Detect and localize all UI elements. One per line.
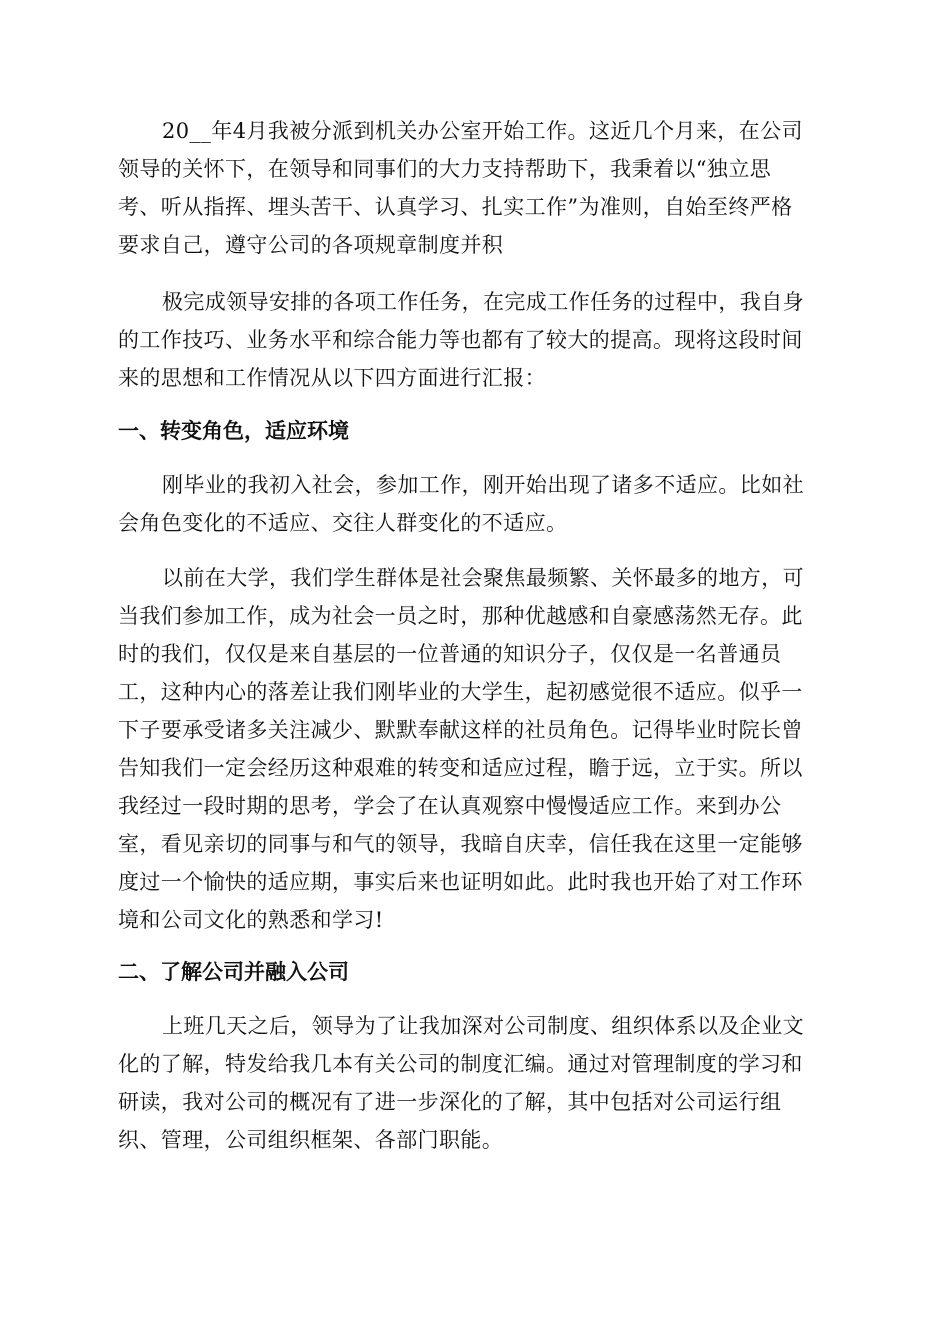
paragraph-line: 告知我们一定会经历这种艰难的转变和适应过程，瞻于远，立于实。所以 bbox=[118, 756, 803, 780]
paragraph-line: 上班几天之后，领导为了让我加深对公司制度、组织体系以及企业文 bbox=[162, 1014, 804, 1038]
paragraph-line: 来的思想和工作情况从以下四方面进行汇报： bbox=[118, 366, 546, 390]
paragraph-line: 领导的关怀下，在领导和同事们的大力支持帮助下，我秉着以“独立思 bbox=[118, 157, 772, 181]
paragraph-line: 工，这种内心的落差让我们刚毕业的大学生，起初感觉很不适应。似乎一 bbox=[118, 680, 803, 704]
paragraph-line: 研读，我对公司的概况有了进一步深化的了解，其中包括对公司运行组 bbox=[118, 1090, 782, 1114]
paragraph-line: 当我们参加工作，成为社会一员之时，那种优越感和自豪感荡然无存。此 bbox=[118, 604, 803, 628]
section-heading-2: 二、了解公司并融入公司 bbox=[118, 960, 349, 984]
paragraph-line: 下子要承受诸多关注减少、默默奉献这样的社员角色。记得毕业时院长曾 bbox=[118, 718, 803, 742]
paragraph-line: 20__年4月我被分派到机关办公室开始工作。这近几个月来，在公司 bbox=[162, 119, 803, 143]
paragraph-line: 刚毕业的我初入社会，参加工作，刚开始出现了诸多不适应。比如社 bbox=[162, 473, 804, 497]
paragraph-line: 要求自己，遵守公司的各项规章制度并积 bbox=[118, 233, 504, 257]
paragraph-section-2 bbox=[118, 1007, 833, 1159]
paragraph-intro bbox=[118, 112, 833, 264]
section-heading-1: 一、转变角色，适应环境 bbox=[118, 419, 349, 443]
paragraph-line: 考、听从指挥、埋头苦干、认真学习、扎实工作”为准则，自始至终严格 bbox=[118, 195, 793, 219]
paragraph-line: 织、管理，公司组织框架、各部门职能。 bbox=[118, 1128, 504, 1152]
paragraph-intro-continued bbox=[118, 283, 833, 397]
paragraph-line: 会角色变化的不适应、交往人群变化的不适应。 bbox=[118, 511, 568, 535]
paragraph-line: 境和公司文化的熟悉和学习! bbox=[118, 908, 384, 932]
paragraph-line: 时的我们，仅仅是来自基层的一位普通的知识分子，仅仅是一名普通员 bbox=[118, 642, 782, 666]
paragraph-section-1a bbox=[118, 466, 833, 542]
paragraph-line: 室，看见亲切的同事与和气的领导，我暗自庆幸，信任我在这里一定能够 bbox=[118, 832, 803, 856]
paragraph-line: 我经过一段时期的思考，学会了在认真观察中慢慢适应工作。来到办公 bbox=[118, 794, 782, 818]
paragraph-line: 以前在大学，我们学生群体是社会聚焦最频繁、关怀最多的地方，可 bbox=[162, 566, 804, 590]
paragraph-line: 极完成领导安排的各项工作任务，在完成工作任务的过程中，我自身 bbox=[162, 290, 804, 314]
paragraph-line: 度过一个愉快的适应期，事实后来也证明如此。此时我也开始了对工作环 bbox=[118, 870, 803, 894]
paragraph-section-1b bbox=[118, 559, 833, 939]
paragraph-line: 的工作技巧、业务水平和综合能力等也都有了较大的提高。现将这段时间 bbox=[118, 328, 803, 352]
paragraph-line: 化的了解，特发给我几本有关公司的制度汇编。通过对管理制度的学习和 bbox=[118, 1052, 803, 1076]
